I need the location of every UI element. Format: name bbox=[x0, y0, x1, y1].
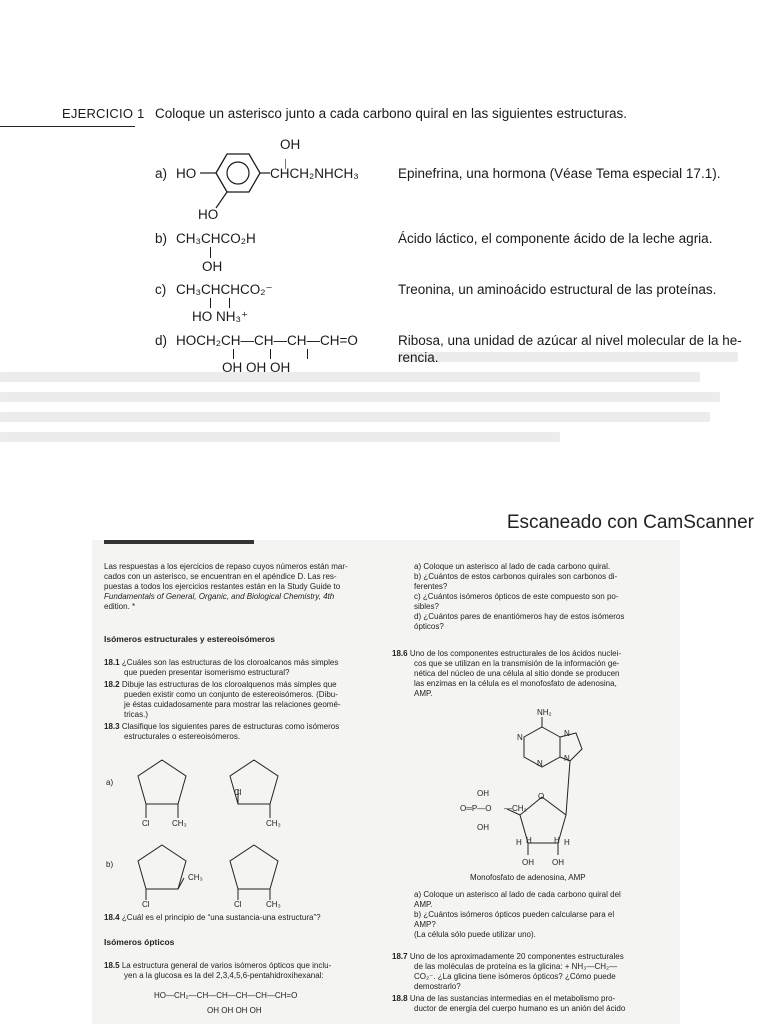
text-line: AMP? bbox=[414, 920, 436, 929]
bond-line bbox=[233, 349, 234, 359]
text-line: edition. * bbox=[104, 602, 136, 611]
substituent-c: HO NH₃⁺ bbox=[192, 309, 249, 324]
text-line: pueden existir como un conjunto de estereoisómeros. (Dibu- bbox=[124, 690, 338, 699]
hydroxyl-bottom: HO bbox=[198, 207, 219, 222]
question-number: 18.8 bbox=[392, 994, 408, 1003]
section-heading: Isómeros estructurales y estereoisómeros bbox=[104, 634, 276, 644]
question-18-1 bbox=[104, 658, 374, 678]
text-line: b) ¿Cuántos de estos carbonos quirales son carbonos di- bbox=[414, 572, 618, 581]
text-line: tricas.) bbox=[124, 710, 148, 719]
glucose-substituents: OH OH OH OH bbox=[207, 1006, 262, 1015]
ring-oxygen-label: O bbox=[538, 792, 545, 801]
text-line: Una de las sustancias intermedias en el metabolismo pro- bbox=[409, 994, 616, 1003]
bleed-through-line bbox=[0, 412, 710, 422]
side-chain: CHCH₂NHCH₃ bbox=[270, 166, 359, 181]
item-letter: c) bbox=[155, 282, 167, 297]
bond-line bbox=[270, 349, 271, 359]
bleed-through-line bbox=[0, 372, 700, 382]
pair-b-label: b) bbox=[106, 860, 114, 869]
hydrogen-label: H bbox=[564, 838, 570, 847]
bond-line bbox=[307, 349, 308, 359]
section-heading: Isómeros ópticos bbox=[104, 937, 175, 947]
question-18-3 bbox=[104, 722, 374, 742]
methylene-label: —CH₂ bbox=[504, 804, 527, 813]
text-line: ¿Cuál es el principio de “una sustancia-una estructura”? bbox=[121, 913, 321, 922]
question-18-7 bbox=[392, 952, 676, 992]
hydrogen-label: H bbox=[554, 836, 560, 845]
section-rule bbox=[0, 126, 135, 127]
exercise-label: EJERCICIO 1 bbox=[62, 106, 145, 121]
glucose-formula: HO—CH₂—CH—CH—CH—CH—CH=O bbox=[154, 991, 298, 1000]
bleed-through-line bbox=[0, 432, 560, 442]
question-number: 18.5 bbox=[104, 961, 120, 970]
text-line: Fundamentals of General, Organic, and Biological Chemistry, 4th bbox=[104, 592, 335, 601]
substituent-d: OH OH OH bbox=[222, 360, 291, 375]
description-a: Epinefrina, una hormona (Véase Tema especial 17.1). bbox=[398, 166, 721, 181]
formula-c: CH₃CHCHCO₂⁻ bbox=[176, 282, 273, 297]
hydroxyl-top: OH bbox=[280, 137, 301, 152]
nitrogen-label: N bbox=[517, 733, 523, 742]
text-line: de las moléculas de proteína es la glicina: + NH₃—CH₂— bbox=[414, 962, 618, 971]
amine-label: NH₂ bbox=[537, 708, 552, 717]
question-number: 18.3 bbox=[104, 722, 120, 731]
text-line: yen a la glucosa es la del 2,3,4,5,6-pentahidroxihexanal: bbox=[124, 971, 324, 980]
description-d-line2: rencia. bbox=[398, 350, 439, 365]
text-line: a) Coloque un asterisco al lado de cada carbono quiral. bbox=[414, 562, 611, 571]
chlorine-label: Cl bbox=[234, 900, 242, 909]
text-line: La estructura general de varios isómeros ópticos que inclu- bbox=[121, 961, 332, 970]
question-18-6 bbox=[392, 649, 676, 699]
text-line: Uno de los aproximadamente 20 componentes estructurales bbox=[409, 952, 624, 961]
question-number: 18.6 bbox=[392, 649, 408, 658]
question-18-8 bbox=[392, 994, 676, 1014]
bond-line bbox=[210, 247, 211, 258]
question-number: 18.4 bbox=[104, 913, 120, 922]
text-line: sibles? bbox=[414, 602, 439, 611]
item-letter: d) bbox=[155, 333, 168, 348]
methyl-label: CH₃ bbox=[188, 873, 203, 882]
item-letter: b) bbox=[155, 231, 168, 246]
chlorine-label: Cl bbox=[234, 788, 242, 797]
methyl-label: CH₃ bbox=[266, 819, 281, 828]
text-line: AMP. bbox=[414, 689, 433, 698]
text-line: las enzimas en la célula es el monofosfato de adenosina, bbox=[414, 679, 617, 688]
text-line: ferentes? bbox=[414, 582, 448, 591]
text-line: Clasifique los siguientes pares de estructuras como isómeros bbox=[121, 722, 340, 731]
methyl-label: CH₃ bbox=[172, 819, 187, 828]
text-line: cos que se utilizan en la transmisión de la información ge- bbox=[414, 659, 620, 668]
amp-caption: Monofosfato de adenosina, AMP bbox=[470, 873, 586, 882]
hydrogen-label: H bbox=[516, 838, 522, 847]
intro-paragraph bbox=[104, 562, 369, 612]
question-number: 18.1 bbox=[104, 658, 120, 667]
amp-questions bbox=[414, 890, 676, 940]
text-line: ductor de energía del cuerpo humano es un anión del ácido bbox=[414, 1004, 626, 1013]
text-line: nética del núcleo de una célula al sitio donde se producen bbox=[414, 669, 620, 678]
question-18-2 bbox=[104, 680, 374, 720]
hydrogen-label: H bbox=[526, 836, 532, 845]
chlorine-label: Cl bbox=[142, 900, 150, 909]
methyl-label: CH₃ bbox=[266, 900, 281, 909]
text-line: b) ¿Cuántos isómeros ópticos pueden calcularse para el bbox=[414, 910, 615, 919]
text-line: je éstas cuidadosamente para mostrar las relaciones geomé- bbox=[124, 700, 341, 709]
bleed-through-line bbox=[0, 392, 720, 402]
item-letter: a) bbox=[155, 166, 168, 181]
description-b: Ácido láctico, el componente ácido de la leche agria. bbox=[398, 231, 713, 246]
description-c: Treonina, un aminoácido estructural de las proteínas. bbox=[398, 282, 717, 297]
text-line: cados con un asterisco, se encuentran en el apéndice D. Las res- bbox=[104, 572, 337, 581]
text-line: ¿Cuáles son las estructuras de los cloroalcanos más simples bbox=[121, 658, 339, 667]
cyclopentane-pairs-icon bbox=[132, 750, 342, 900]
hydroxyl-left: HO bbox=[176, 166, 197, 181]
text-line: AMP. bbox=[414, 900, 433, 909]
question-18-4 bbox=[104, 913, 374, 923]
nitrogen-label: N bbox=[564, 754, 570, 763]
text-line: c) ¿Cuántos isómeros ópticos de este compuesto son po- bbox=[414, 592, 619, 601]
sugar-oh-label: OH bbox=[552, 858, 564, 867]
phosphate-group: O═P—O bbox=[460, 804, 492, 813]
nitrogen-label: N bbox=[537, 759, 543, 768]
text-line: a) Coloque un asterisco al lado de cada carbono quiral del bbox=[414, 890, 621, 899]
question-number: 18.2 bbox=[104, 680, 120, 689]
formula-d: HOCH₂CH—CH—CH—CH=O bbox=[176, 333, 358, 348]
question-18-5 bbox=[104, 961, 374, 981]
text-line: que pueden presentar isomerismo estructural? bbox=[124, 668, 290, 677]
formula-b: CH₃CHCO₂H bbox=[176, 231, 256, 246]
phosphate-oh-bottom: OH bbox=[477, 823, 489, 832]
text-line: Las respuestas a los ejercicios de repaso cuyos números están mar- bbox=[104, 562, 348, 571]
bleed-through-line bbox=[398, 352, 738, 362]
upper-scanned-page bbox=[0, 0, 768, 500]
text-line: CO₂⁻. ¿La glicina tiene isómeros ópticos? ¿Cómo puede bbox=[414, 972, 616, 981]
sugar-oh-label: OH bbox=[522, 858, 534, 867]
clipped-heading bbox=[104, 540, 254, 544]
questions-18-5-parts bbox=[414, 562, 676, 632]
text-line: ópticos? bbox=[414, 622, 444, 631]
phosphate-oh-top: OH bbox=[477, 789, 489, 798]
text-line: Dibuje las estructuras de los cloroalquenos más simples que bbox=[121, 680, 337, 689]
text-line: estructurales o estereoisómeros. bbox=[124, 732, 241, 741]
bond-line bbox=[229, 298, 230, 308]
bond-line bbox=[210, 298, 211, 308]
nitrogen-label: N bbox=[564, 729, 570, 738]
description-d-line1: Ribosa, una unidad de azúcar al nivel molecular de la he- bbox=[398, 333, 742, 348]
text-line: d) ¿Cuántos pares de enantiómeros hay de estos isómeros bbox=[414, 612, 625, 621]
question-number: 18.7 bbox=[392, 952, 408, 961]
camscanner-watermark: Escaneado con CamScanner bbox=[506, 512, 754, 533]
pair-a-label: a) bbox=[106, 778, 114, 787]
exercise-instruction: Coloque un asterisco junto a cada carbono quiral en las siguientes estructuras. bbox=[155, 106, 628, 121]
text-line: Uno de los componentes estructurales de los ácidos nuclei- bbox=[409, 649, 622, 658]
lower-scanned-page bbox=[92, 540, 680, 1024]
text-line: demostrarlo? bbox=[414, 982, 461, 991]
text-line: puestas a todos los ejercicios restantes están en la Study Guide to bbox=[104, 582, 341, 591]
chlorine-label: Cl bbox=[142, 819, 150, 828]
substituent-b: OH bbox=[202, 259, 223, 274]
text-line: (La célula sólo puede utilizar uno). bbox=[414, 930, 536, 939]
